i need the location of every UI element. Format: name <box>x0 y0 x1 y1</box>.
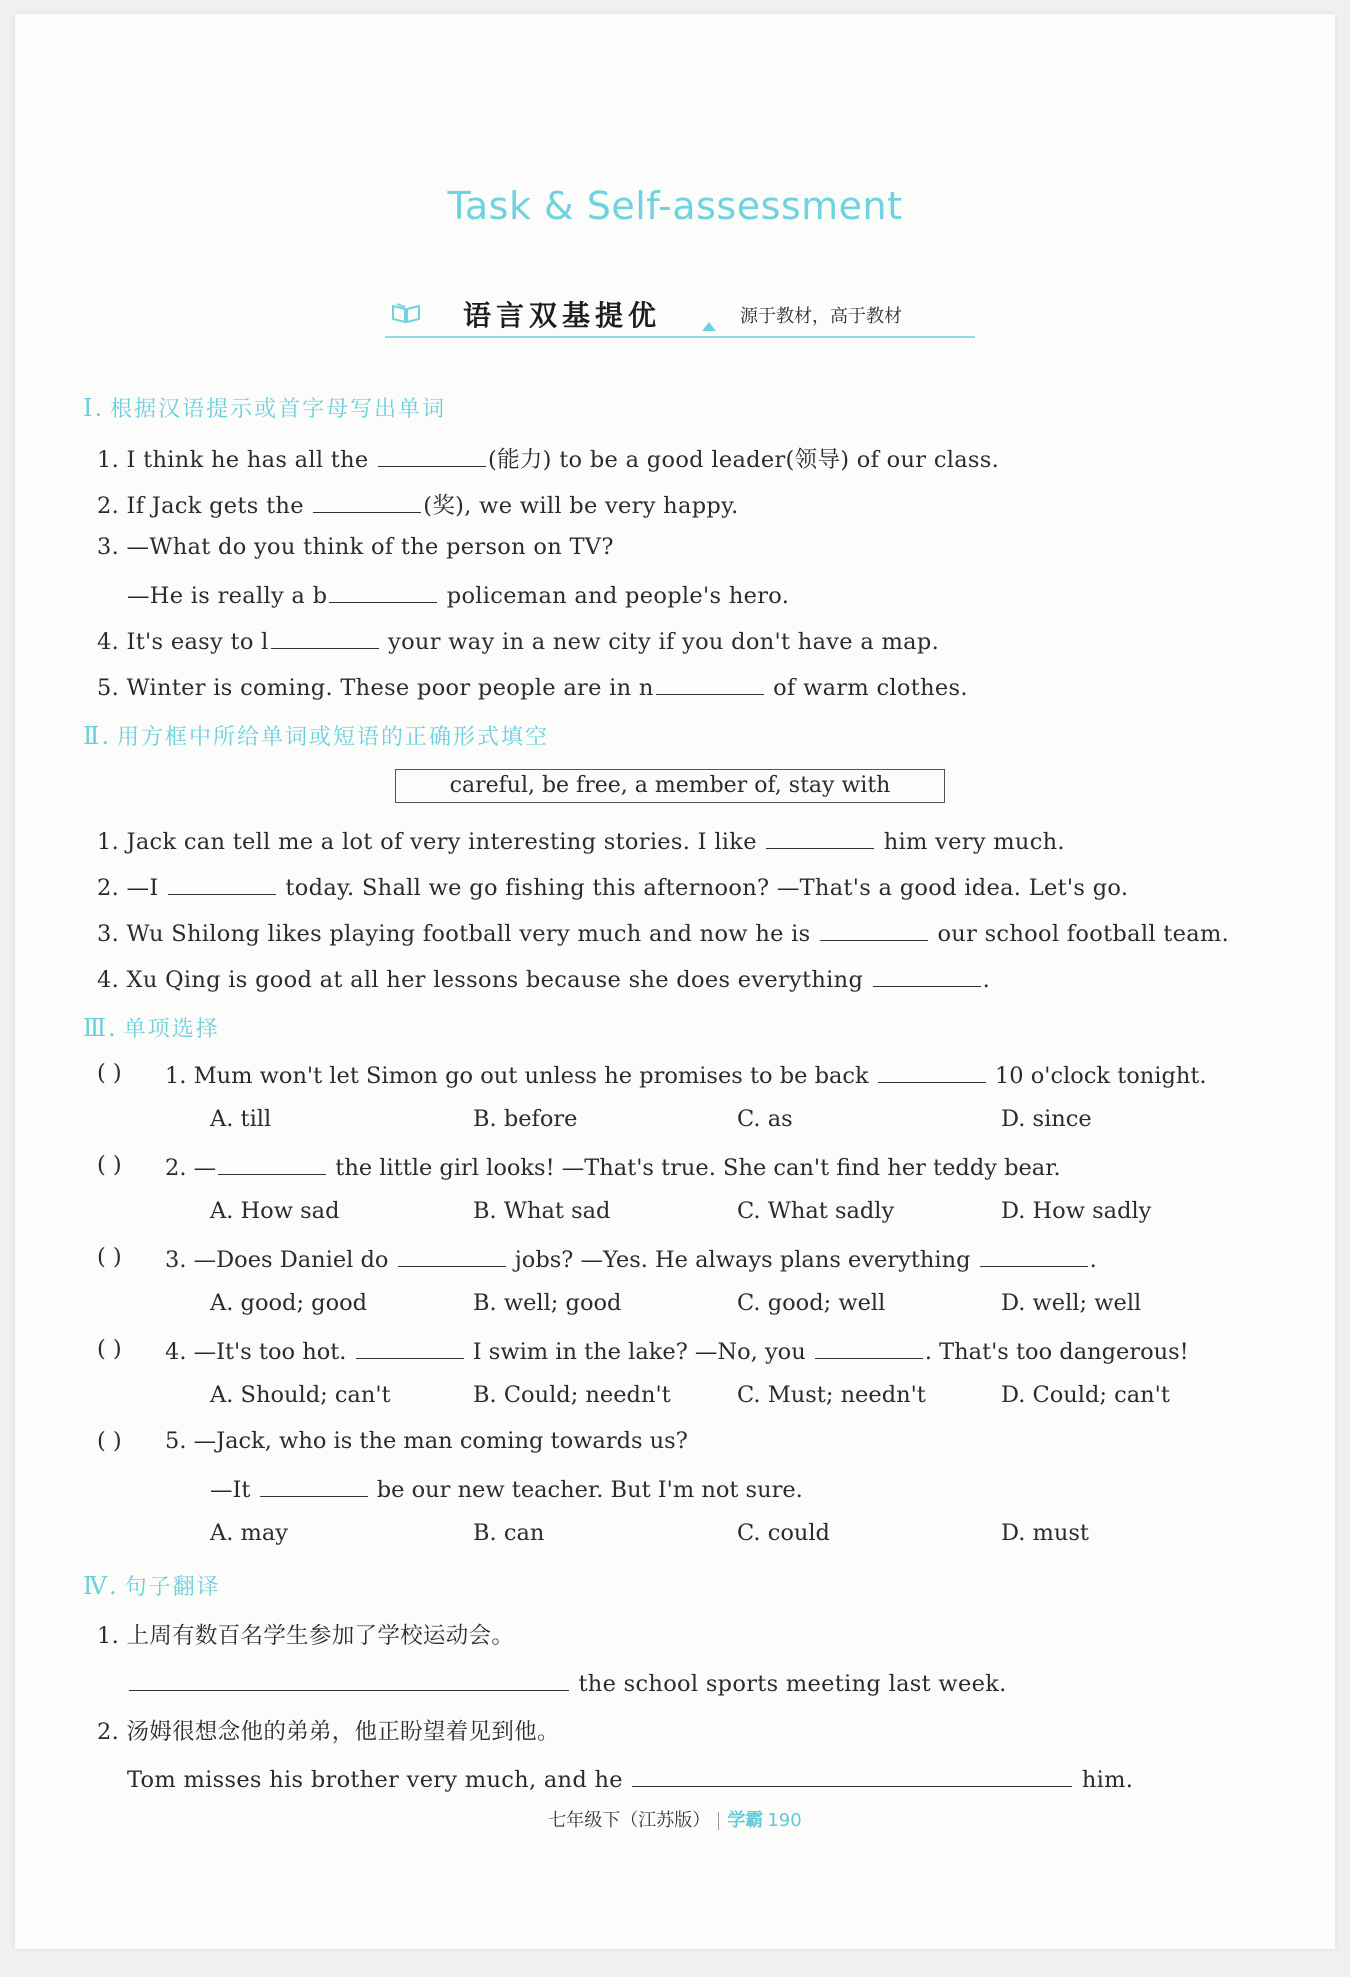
translation-cn: 2. 汤姆很想念他的弟弟，他正盼望着见到他。 <box>97 1719 560 1745</box>
answer-blank[interactable] <box>980 1244 1088 1267</box>
answer-blank[interactable] <box>656 672 764 695</box>
option-a[interactable]: A. good; good <box>210 1290 368 1316</box>
question-line: 1. Jack can tell me a lot of very interesting stories. I like him very much. <box>97 826 1065 855</box>
answer-blank[interactable] <box>815 1336 923 1359</box>
answer-paren[interactable]: ( ) <box>97 1336 122 1362</box>
section-banner <box>385 294 975 338</box>
section-2-heading: Ⅱ. 用方框中所给单词或短语的正确形式填空 <box>83 722 549 750</box>
worksheet-page <box>15 14 1335 1949</box>
page-title: Task & Self-assessment <box>447 184 903 228</box>
question-line: 1. Mum won't let Simon go out unless he promises to be back 10 o'clock tonight. <box>165 1060 1207 1089</box>
option-d[interactable]: D. must <box>1001 1520 1089 1546</box>
option-b[interactable]: B. well; good <box>473 1290 622 1316</box>
answer-blank[interactable] <box>378 444 486 467</box>
section-4-heading: Ⅳ. 句子翻译 <box>83 1572 221 1600</box>
option-a[interactable]: A. till <box>210 1106 272 1132</box>
answer-blank[interactable] <box>168 872 276 895</box>
option-a[interactable]: A. may <box>210 1520 289 1546</box>
question-line: 4. Xu Qing is good at all her lessons because she does everything . <box>97 964 990 993</box>
option-c[interactable]: C. could <box>737 1520 830 1546</box>
answer-blank[interactable] <box>398 1244 506 1267</box>
option-a[interactable]: A. Should; can't <box>210 1382 391 1408</box>
option-c[interactable]: C. What sadly <box>737 1198 895 1224</box>
footer-divider <box>718 1812 719 1830</box>
answer-blank[interactable] <box>356 1336 464 1359</box>
question-line: —It be our new teacher. But I'm not sure. <box>210 1474 803 1503</box>
answer-blank[interactable] <box>766 826 874 849</box>
question-line: —He is really a b policeman and people's hero. <box>127 580 789 609</box>
translation-cn: 1. 上周有数百名学生参加了学校运动会。 <box>97 1623 515 1649</box>
answer-blank[interactable] <box>820 918 928 941</box>
question-line: 2. —I today. Shall we go fishing this afternoon? —That's a good idea. Let's go. <box>97 872 1128 901</box>
page-footer <box>15 1806 1335 1832</box>
brand-label: 学霸 <box>727 1810 764 1831</box>
answer-blank[interactable] <box>878 1060 986 1083</box>
question-line: 2. — the little girl looks! —That's true. She can't find her teddy bear. <box>165 1152 1061 1181</box>
option-c[interactable]: C. as <box>737 1106 793 1132</box>
banner-title: 语言双基提优 <box>463 299 662 332</box>
option-c[interactable]: C. Must; needn't <box>737 1382 926 1408</box>
question-line: 5. —Jack, who is the man coming towards us? <box>165 1428 688 1454</box>
option-b[interactable]: B. can <box>473 1520 545 1546</box>
option-b[interactable]: B. before <box>473 1106 578 1132</box>
option-d[interactable]: D. Could; can't <box>1001 1382 1170 1408</box>
answer-blank[interactable] <box>260 1474 368 1497</box>
question-line: 1. I think he has all the (能力) to be a good leader(领导) of our class. <box>97 442 999 474</box>
answer-blank[interactable] <box>313 490 421 513</box>
banner-subtitle: 源于教材，高于教材 <box>740 306 902 327</box>
option-c[interactable]: C. good; well <box>737 1290 886 1316</box>
translation-line: the school sports meeting last week. <box>127 1668 1007 1697</box>
option-d[interactable]: D. well; well <box>1001 1290 1142 1316</box>
answer-blank[interactable] <box>129 1668 569 1691</box>
answer-paren[interactable]: ( ) <box>97 1244 122 1270</box>
question-line: 5. Winter is coming. These poor people are in n of warm clothes. <box>97 672 968 701</box>
answer-blank[interactable] <box>329 580 437 603</box>
question-line: 2. If Jack gets the (奖), we will be very happy. <box>97 488 739 520</box>
word-box: careful, be free, a member of, stay with <box>395 769 945 803</box>
answer-blank[interactable] <box>218 1152 326 1175</box>
question-line: 3. —Does Daniel do jobs? —Yes. He always plans everything . <box>165 1244 1097 1273</box>
page-number: 190 <box>767 1810 802 1831</box>
option-b[interactable]: B. Could; needn't <box>473 1382 671 1408</box>
section-3-heading: Ⅲ. 单项选择 <box>83 1014 220 1042</box>
option-d[interactable]: D. How sadly <box>1001 1198 1152 1224</box>
translation-line: Tom misses his brother very much, and he him. <box>127 1764 1133 1793</box>
book-icon <box>391 302 421 328</box>
option-b[interactable]: B. What sad <box>473 1198 611 1224</box>
answer-blank[interactable] <box>873 964 981 987</box>
answer-paren[interactable]: ( ) <box>97 1428 122 1454</box>
answer-blank[interactable] <box>271 626 379 649</box>
question-line: 3. —What do you think of the person on TV? <box>97 534 614 560</box>
section-1-heading: Ⅰ. 根据汉语提示或首字母写出单词 <box>83 394 447 422</box>
answer-blank[interactable] <box>632 1764 1072 1787</box>
grade-label: 七年级下（江苏版） <box>548 1810 711 1831</box>
question-line: 3. Wu Shilong likes playing football very much and now he is our school football team. <box>97 918 1229 947</box>
option-a[interactable]: A. How sad <box>210 1198 340 1224</box>
question-line: 4. It's easy to l your way in a new city if you don't have a map. <box>97 626 939 655</box>
option-d[interactable]: D. since <box>1001 1106 1092 1132</box>
question-line: 4. —It's too hot. I swim in the lake? —No, you . That's too dangerous! <box>165 1336 1189 1365</box>
triangle-icon <box>702 322 716 331</box>
answer-paren[interactable]: ( ) <box>97 1060 122 1086</box>
answer-paren[interactable]: ( ) <box>97 1152 122 1178</box>
